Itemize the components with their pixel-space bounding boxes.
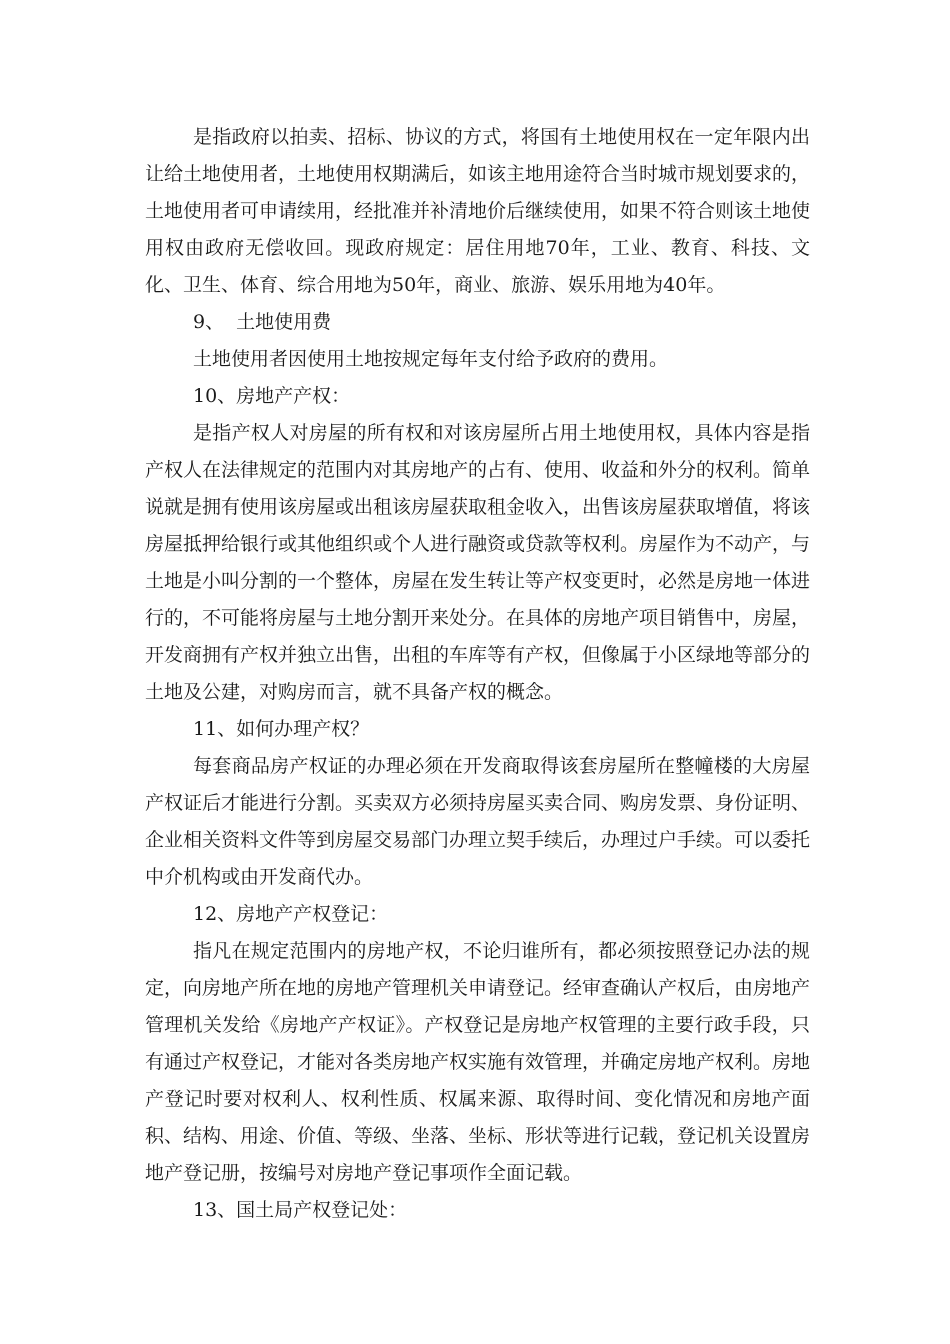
section-heading-9: 9、 土地使用费 [193,311,332,333]
paragraph-property-rights: 是指产权人对房屋的所有权和对该房屋所占用土地使用权，具体内容是指产权人在法律规定的范围内对其房地产的占有、使用、收益和外分的权利。简单说就是拥有使用该房屋或出租该房屋获取租金收入，出售该房屋获取增值，将该房屋抵押给银行或其他组织或个人进行融资或贷款等权利。房屋作为不动产，与土地是小叫分割的一个整体，房屋在发生转让等产权变更时，必然是房地一体进行的，不可能将房屋与土地分割开来处分。在具体的房地产项目销售中，房屋，开发商拥有产权并独立出售，出租的车库等有产权，但像属于小区绿地等部分的土地及公建，对购房而言，就不具备产权的概念。 [145,422,811,703]
document-body [145,119,810,1229]
paragraph-land-use-right-term: 是指政府以拍卖、招标、协议的方式，将国有土地使用权在一定年限内出让给土地使用者，土地使用权期满后，如该主地用途符合当时城市规划要求的，土地使用者可申请续用，经批准并补清地价后继续使用，如果不符合则该土地使用权由政府无偿收回。现政府规定：居住用地70年，工业、教育、科技、文化、卫生、体育、综合用地为50年，商业、旅游、娱乐用地为40年。 [145,126,811,296]
paragraph-property-registration: 指凡在规定范围内的房地产权，不论归谁所有，都必须按照登记办法的规定，向房地产所在地的房地产管理机关申请登记。经审查确认产权后，由房地产管理机关发给《房地产产权证》。产权登记是房地产权管理的主要行政手段，只有通过产权登记，才能对各类房地产权实施有效管理，并确定房地产权利。房地产登记时要对权利人、权利性质、权属来源、取得时间、变化情况和房地产面积、结构、用途、价值、等级、坐落、坐标、形状等进行记载，登记机关设置房地产登记册，按编号对房地产登记事项作全面记载。 [145,940,811,1184]
section-heading-11: 11、如何办理产权？ [193,718,370,740]
section-heading-13: 13、国土局产权登记处： [193,1199,408,1221]
section-heading-12: 12、房地产产权登记： [193,903,389,925]
paragraph-how-to-handle-property-rights: 每套商品房产权证的办理必须在开发商取得该套房屋所在整幢楼的大房屋产权证后才能进行分割。买卖双方必须持房屋买卖合同、购房发票、身份证明、企业相关资料文件等到房屋交易部门办理立契手续后，办理过户手续。可以委托中介机构或由开发商代办。 [145,755,811,888]
paragraph-land-use-fee: 土地使用者因使用土地按规定每年支付给予政府的费用。 [193,348,669,370]
section-heading-10: 10、房地产产权： [193,385,351,407]
